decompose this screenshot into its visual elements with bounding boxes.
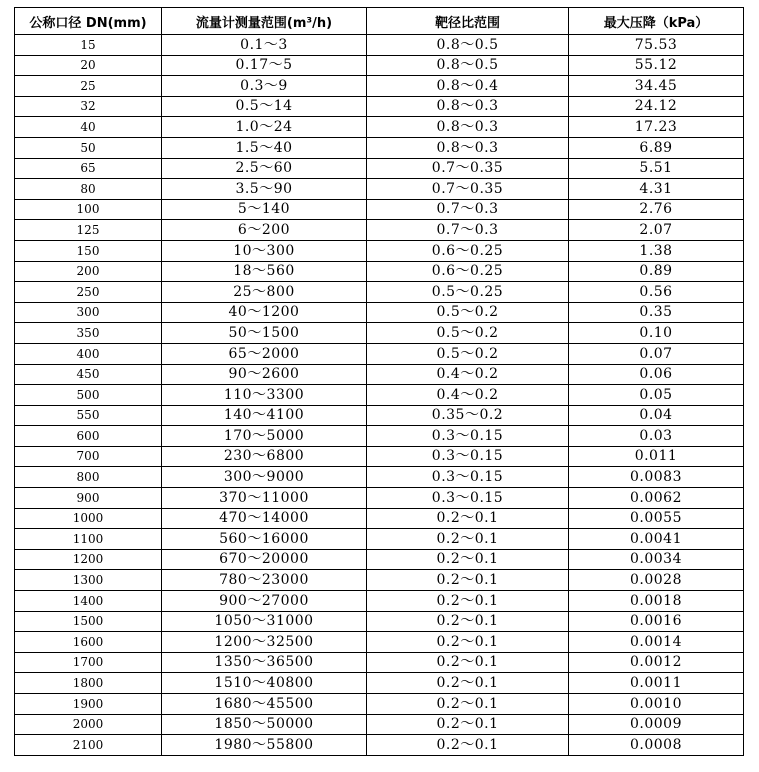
cell-target-ratio: 0.8～0.3 [367, 117, 569, 138]
cell-flow-range: 300～9000 [162, 467, 367, 488]
table-row [15, 549, 744, 570]
table-row [15, 282, 744, 303]
cell-target-ratio: 0.2～0.1 [367, 591, 569, 612]
cell-nominal-diameter: 150 [15, 240, 162, 261]
cell-target-ratio: 0.2～0.1 [367, 570, 569, 591]
cell-target-ratio: 0.8～0.5 [367, 35, 569, 56]
cell-flow-range: 1980～55800 [162, 735, 367, 756]
cell-nominal-diameter: 350 [15, 323, 162, 344]
table-row [15, 694, 744, 715]
cell-flow-range: 3.5～90 [162, 179, 367, 200]
cell-flow-range: 25～800 [162, 282, 367, 303]
cell-nominal-diameter: 20 [15, 55, 162, 76]
cell-max-pressure-drop: 24.12 [569, 96, 744, 117]
cell-nominal-diameter: 1500 [15, 611, 162, 632]
table-row [15, 158, 744, 179]
cell-max-pressure-drop: 0.0018 [569, 591, 744, 612]
cell-flow-range: 1850～50000 [162, 714, 367, 735]
table-row [15, 735, 744, 756]
cell-nominal-diameter: 25 [15, 76, 162, 97]
cell-target-ratio: 0.3～0.15 [367, 446, 569, 467]
cell-flow-range: 0.17～5 [162, 55, 367, 76]
cell-flow-range: 560～16000 [162, 529, 367, 550]
cell-max-pressure-drop: 0.0055 [569, 508, 744, 529]
cell-target-ratio: 0.7～0.35 [367, 179, 569, 200]
cell-flow-range: 65～2000 [162, 343, 367, 364]
cell-flow-range: 780～23000 [162, 570, 367, 591]
cell-max-pressure-drop: 0.0009 [569, 714, 744, 735]
cell-max-pressure-drop: 0.0008 [569, 735, 744, 756]
cell-nominal-diameter: 1400 [15, 591, 162, 612]
cell-max-pressure-drop: 0.0028 [569, 570, 744, 591]
cell-target-ratio: 0.6～0.25 [367, 240, 569, 261]
cell-flow-range: 90～2600 [162, 364, 367, 385]
header-flow-range: 流量计测量范围(m³/h) [162, 8, 367, 35]
cell-nominal-diameter: 80 [15, 179, 162, 200]
table-row [15, 323, 744, 344]
cell-target-ratio: 0.3～0.15 [367, 426, 569, 447]
cell-target-ratio: 0.3～0.15 [367, 488, 569, 509]
cell-target-ratio: 0.5～0.2 [367, 343, 569, 364]
cell-target-ratio: 0.8～0.4 [367, 76, 569, 97]
cell-nominal-diameter: 125 [15, 220, 162, 241]
cell-max-pressure-drop: 75.53 [569, 35, 744, 56]
cell-target-ratio: 0.8～0.3 [367, 96, 569, 117]
cell-flow-range: 1680～45500 [162, 694, 367, 715]
cell-target-ratio: 0.4～0.2 [367, 385, 569, 406]
cell-max-pressure-drop: 17.23 [569, 117, 744, 138]
cell-flow-range: 1510～40800 [162, 673, 367, 694]
cell-target-ratio: 0.2～0.1 [367, 652, 569, 673]
cell-max-pressure-drop: 0.0062 [569, 488, 744, 509]
table-row [15, 611, 744, 632]
cell-nominal-diameter: 250 [15, 282, 162, 303]
table-row [15, 117, 744, 138]
cell-target-ratio: 0.2～0.1 [367, 549, 569, 570]
table-row [15, 426, 744, 447]
table-row [15, 673, 744, 694]
table-row [15, 529, 744, 550]
table-row [15, 467, 744, 488]
cell-max-pressure-drop: 5.51 [569, 158, 744, 179]
cell-target-ratio: 0.6～0.25 [367, 261, 569, 282]
flow-spec-table [14, 7, 744, 756]
table-row [15, 405, 744, 426]
cell-target-ratio: 0.2～0.1 [367, 694, 569, 715]
cell-max-pressure-drop: 0.0014 [569, 632, 744, 653]
cell-nominal-diameter: 40 [15, 117, 162, 138]
table-row [15, 385, 744, 406]
cell-max-pressure-drop: 0.07 [569, 343, 744, 364]
cell-nominal-diameter: 500 [15, 385, 162, 406]
table-row [15, 261, 744, 282]
cell-max-pressure-drop: 34.45 [569, 76, 744, 97]
cell-nominal-diameter: 65 [15, 158, 162, 179]
table-row [15, 302, 744, 323]
cell-nominal-diameter: 1700 [15, 652, 162, 673]
header-nominal-diameter: 公称口径 DN(mm) [15, 8, 162, 35]
cell-nominal-diameter: 800 [15, 467, 162, 488]
cell-nominal-diameter: 600 [15, 426, 162, 447]
cell-flow-range: 470～14000 [162, 508, 367, 529]
table-row [15, 570, 744, 591]
cell-target-ratio: 0.3～0.15 [367, 467, 569, 488]
cell-target-ratio: 0.2～0.1 [367, 529, 569, 550]
cell-nominal-diameter: 1600 [15, 632, 162, 653]
cell-target-ratio: 0.4～0.2 [367, 364, 569, 385]
cell-flow-range: 18～560 [162, 261, 367, 282]
cell-flow-range: 2.5～60 [162, 158, 367, 179]
table-row [15, 591, 744, 612]
cell-flow-range: 1350～36500 [162, 652, 367, 673]
cell-max-pressure-drop: 0.0010 [569, 694, 744, 715]
cell-nominal-diameter: 450 [15, 364, 162, 385]
table-row [15, 364, 744, 385]
table-row [15, 35, 744, 56]
cell-target-ratio: 0.2～0.1 [367, 508, 569, 529]
cell-nominal-diameter: 1300 [15, 570, 162, 591]
cell-nominal-diameter: 300 [15, 302, 162, 323]
cell-flow-range: 0.3～9 [162, 76, 367, 97]
table-header [15, 8, 744, 35]
cell-max-pressure-drop: 0.35 [569, 302, 744, 323]
table-row [15, 714, 744, 735]
cell-max-pressure-drop: 0.05 [569, 385, 744, 406]
cell-target-ratio: 0.2～0.1 [367, 735, 569, 756]
table-row [15, 179, 744, 200]
cell-max-pressure-drop: 0.011 [569, 446, 744, 467]
cell-flow-range: 6～200 [162, 220, 367, 241]
cell-max-pressure-drop: 2.76 [569, 199, 744, 220]
cell-max-pressure-drop: 0.0083 [569, 467, 744, 488]
cell-max-pressure-drop: 0.0034 [569, 549, 744, 570]
cell-max-pressure-drop: 0.0041 [569, 529, 744, 550]
cell-nominal-diameter: 700 [15, 446, 162, 467]
cell-nominal-diameter: 900 [15, 488, 162, 509]
cell-nominal-diameter: 32 [15, 96, 162, 117]
cell-flow-range: 170～5000 [162, 426, 367, 447]
spec-table-container [14, 7, 743, 756]
cell-max-pressure-drop: 0.10 [569, 323, 744, 344]
table-row [15, 446, 744, 467]
cell-nominal-diameter: 1100 [15, 529, 162, 550]
cell-target-ratio: 0.8～0.3 [367, 137, 569, 158]
cell-max-pressure-drop: 0.0012 [569, 652, 744, 673]
cell-target-ratio: 0.2～0.1 [367, 611, 569, 632]
cell-flow-range: 670～20000 [162, 549, 367, 570]
cell-flow-range: 140～4100 [162, 405, 367, 426]
cell-target-ratio: 0.7～0.3 [367, 220, 569, 241]
cell-target-ratio: 0.2～0.1 [367, 714, 569, 735]
cell-flow-range: 50～1500 [162, 323, 367, 344]
cell-flow-range: 370～11000 [162, 488, 367, 509]
table-row [15, 137, 744, 158]
cell-target-ratio: 0.35～0.2 [367, 405, 569, 426]
cell-flow-range: 110～3300 [162, 385, 367, 406]
cell-nominal-diameter: 1200 [15, 549, 162, 570]
cell-flow-range: 1050～31000 [162, 611, 367, 632]
cell-nominal-diameter: 15 [15, 35, 162, 56]
cell-target-ratio: 0.5～0.2 [367, 323, 569, 344]
cell-nominal-diameter: 200 [15, 261, 162, 282]
cell-flow-range: 10～300 [162, 240, 367, 261]
cell-max-pressure-drop: 2.07 [569, 220, 744, 241]
header-target-ratio: 靶径比范围 [367, 8, 569, 35]
cell-nominal-diameter: 1000 [15, 508, 162, 529]
table-row [15, 508, 744, 529]
cell-max-pressure-drop: 0.0016 [569, 611, 744, 632]
table-row [15, 240, 744, 261]
cell-nominal-diameter: 1900 [15, 694, 162, 715]
cell-flow-range: 1200～32500 [162, 632, 367, 653]
header-row [15, 8, 744, 35]
cell-flow-range: 0.1～3 [162, 35, 367, 56]
table-row [15, 96, 744, 117]
table-row [15, 652, 744, 673]
table-row [15, 343, 744, 364]
cell-target-ratio: 0.5～0.2 [367, 302, 569, 323]
cell-flow-range: 0.5～14 [162, 96, 367, 117]
cell-max-pressure-drop: 0.0011 [569, 673, 744, 694]
cell-flow-range: 40～1200 [162, 302, 367, 323]
cell-max-pressure-drop: 6.89 [569, 137, 744, 158]
cell-nominal-diameter: 50 [15, 137, 162, 158]
table-row [15, 488, 744, 509]
cell-nominal-diameter: 1800 [15, 673, 162, 694]
cell-max-pressure-drop: 0.06 [569, 364, 744, 385]
cell-flow-range: 5～140 [162, 199, 367, 220]
table-row [15, 76, 744, 97]
cell-nominal-diameter: 550 [15, 405, 162, 426]
cell-max-pressure-drop: 4.31 [569, 179, 744, 200]
cell-max-pressure-drop: 0.56 [569, 282, 744, 303]
cell-max-pressure-drop: 1.38 [569, 240, 744, 261]
table-row [15, 55, 744, 76]
table-row [15, 220, 744, 241]
cell-target-ratio: 0.7～0.35 [367, 158, 569, 179]
cell-target-ratio: 0.5～0.25 [367, 282, 569, 303]
cell-nominal-diameter: 2000 [15, 714, 162, 735]
cell-target-ratio: 0.8～0.5 [367, 55, 569, 76]
cell-target-ratio: 0.2～0.1 [367, 673, 569, 694]
cell-nominal-diameter: 400 [15, 343, 162, 364]
cell-max-pressure-drop: 55.12 [569, 55, 744, 76]
cell-max-pressure-drop: 0.89 [569, 261, 744, 282]
cell-target-ratio: 0.7～0.3 [367, 199, 569, 220]
cell-nominal-diameter: 2100 [15, 735, 162, 756]
cell-target-ratio: 0.2～0.1 [367, 632, 569, 653]
table-body [15, 35, 744, 756]
table-row [15, 199, 744, 220]
table-row [15, 632, 744, 653]
cell-max-pressure-drop: 0.04 [569, 405, 744, 426]
cell-max-pressure-drop: 0.03 [569, 426, 744, 447]
cell-flow-range: 1.5～40 [162, 137, 367, 158]
cell-flow-range: 230～6800 [162, 446, 367, 467]
cell-flow-range: 1.0～24 [162, 117, 367, 138]
cell-flow-range: 900～27000 [162, 591, 367, 612]
cell-nominal-diameter: 100 [15, 199, 162, 220]
header-max-pressure-drop: 最大压降（kPa） [569, 8, 744, 35]
